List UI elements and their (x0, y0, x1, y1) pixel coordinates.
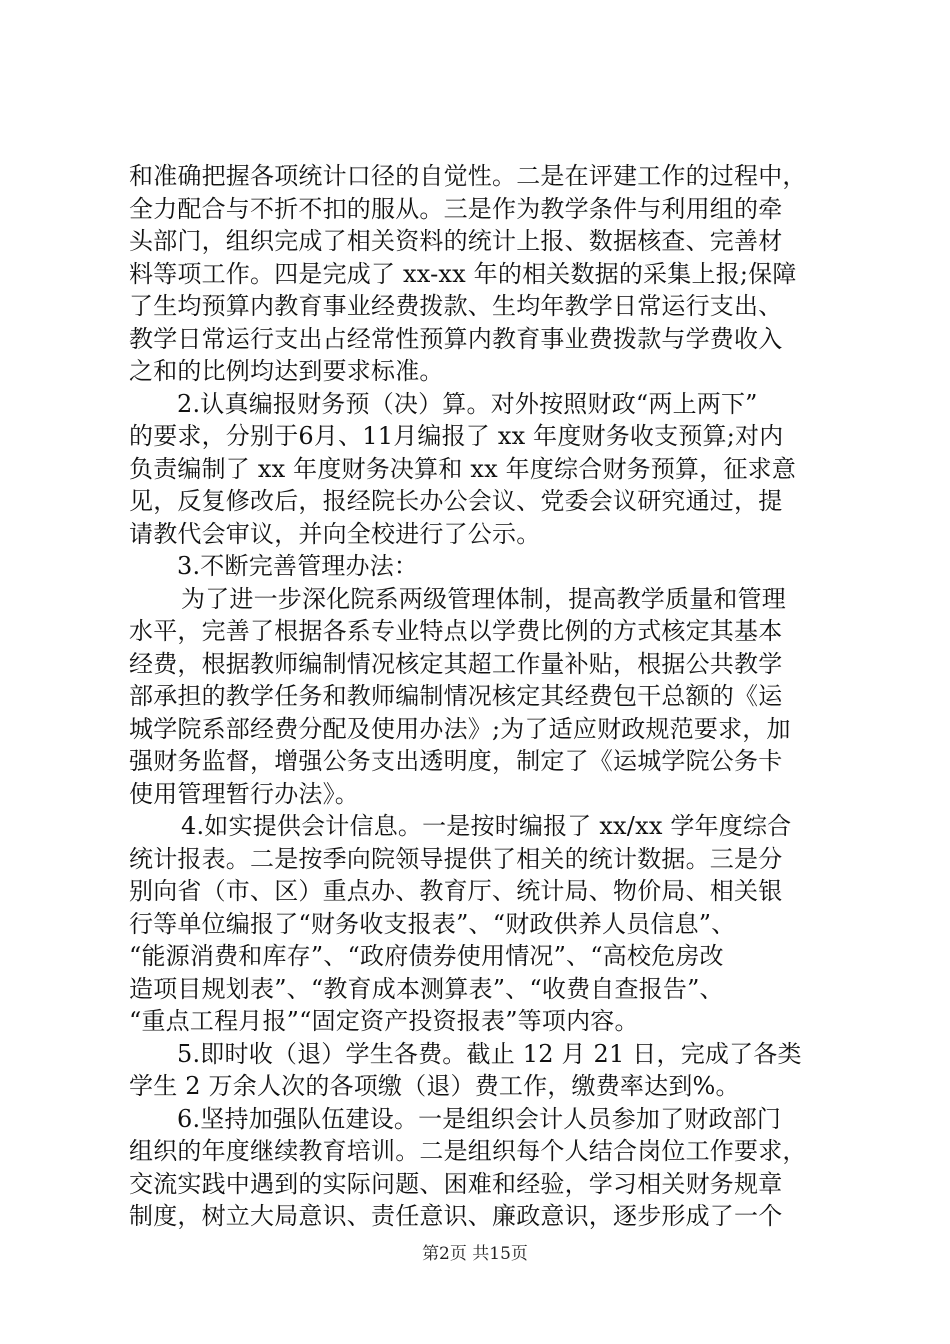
text-line: 负责编制了 xx 年度财务决算和 xx 年度综合财务预算，征求意 (129, 454, 797, 483)
text-line: 全力配合与不折不扣的服从。三是作为教学条件与利用组的牵 (129, 194, 783, 223)
text-line: 交流实践中遇到的实际问题、困难和经验，学习相关财务规章 (129, 1169, 783, 1198)
text-line: 行等单位编报了“财务收支报表”、“财政供养人员信息”、 (129, 909, 736, 938)
text-line: “重点工程月报”“固定资产投资报表”等项内容。 (129, 1007, 639, 1035)
text-line: 组织的年度继续教育培训。二是组织每个人结合岗位工作要求， (129, 1137, 807, 1165)
paragraph-heading: 6.坚持加强队伍建设。一是组织会计人员参加了财政部门 (177, 1104, 782, 1133)
text-line: 的要求，分别于6月、11月编报了 xx 年度财务收支预算;对内 (129, 422, 784, 450)
text-line: 强财务监督，增强公务支出透明度，制定了《运城学院公务卡 (129, 747, 783, 775)
text-line: 使用管理暂行办法》。 (129, 779, 359, 808)
paragraph-heading: 5.即时收（退）学生各费。截止 12 月 21 日，完成了各类 (177, 1039, 802, 1068)
text-line: 部承担的教学任务和教师编制情况核定其经费包干总额的《运 (129, 682, 783, 710)
text-line: 学生 2 万余人次的各项缴（退）费工作，缴费率达到%。 (129, 1072, 740, 1100)
text-line: 别向省（市、区）重点办、教育厅、统计局、物价局、相关银 (129, 877, 783, 905)
text-line: 之和的比例均达到要求标准。 (129, 357, 444, 385)
text-line: 水平，完善了根据各系专业特点以学费比例的方式核定其基本 (129, 617, 783, 645)
paragraph-heading: 3.不断完善管理办法： (177, 552, 419, 580)
paragraph-heading: 2.认真编报财务预（决）算。对外按照财政“两上两下” (177, 389, 758, 418)
text-line: 了生均预算内教育事业经费拨款、生均年教学日常运行支出、 (129, 292, 783, 320)
text-line: 统计报表。二是按季向院领导提供了相关的统计数据。三是分 (129, 844, 783, 873)
text-line: 和准确把握各项统计口径的自觉性。二是在评建工作的过程中， (129, 162, 807, 190)
page-number-footer: 第2页 共15页 (422, 1244, 528, 1264)
text-line: 教学日常运行支出占经常性预算内教育事业费拨款与学费收入 (129, 324, 783, 353)
text-line: “能源消费和库存”、“政府债券使用情况”、“高校危房改 (129, 942, 724, 970)
text-line: 制度，树立大局意识、责任意识、廉政意识，逐步形成了一个 (129, 1202, 783, 1230)
text-line: 造项目规划表”、“教育成本测算表”、“收费自查报告”、 (129, 974, 724, 1003)
text-line: 料等项工作。四是完成了 xx-xx 年的相关数据的采集上报;保障 (129, 259, 797, 288)
text-line: 头部门，组织完成了相关资料的统计上报、数据核查、完善材 (129, 227, 783, 255)
text-line: 见，反复修改后，报经院长办公会议、党委会议研究通过，提 (129, 487, 783, 515)
text-line: 城学院系部经费分配及使用办法》;为了适应财政规范要求，加 (129, 714, 791, 743)
text-line: 请教代会审议，并向全校进行了公示。 (129, 519, 541, 548)
paragraph-heading: 4.如实提供会计信息。一是按时编报了 xx/xx 学年度综合 (181, 812, 792, 840)
document-body (129, 160, 829, 1233)
paragraph-heading: 为了进一步深化院系两级管理体制，提高教学质量和管理 (181, 584, 786, 613)
text-line: 经费，根据教师编制情况核定其超工作量补贴，根据公共教学 (129, 649, 783, 678)
